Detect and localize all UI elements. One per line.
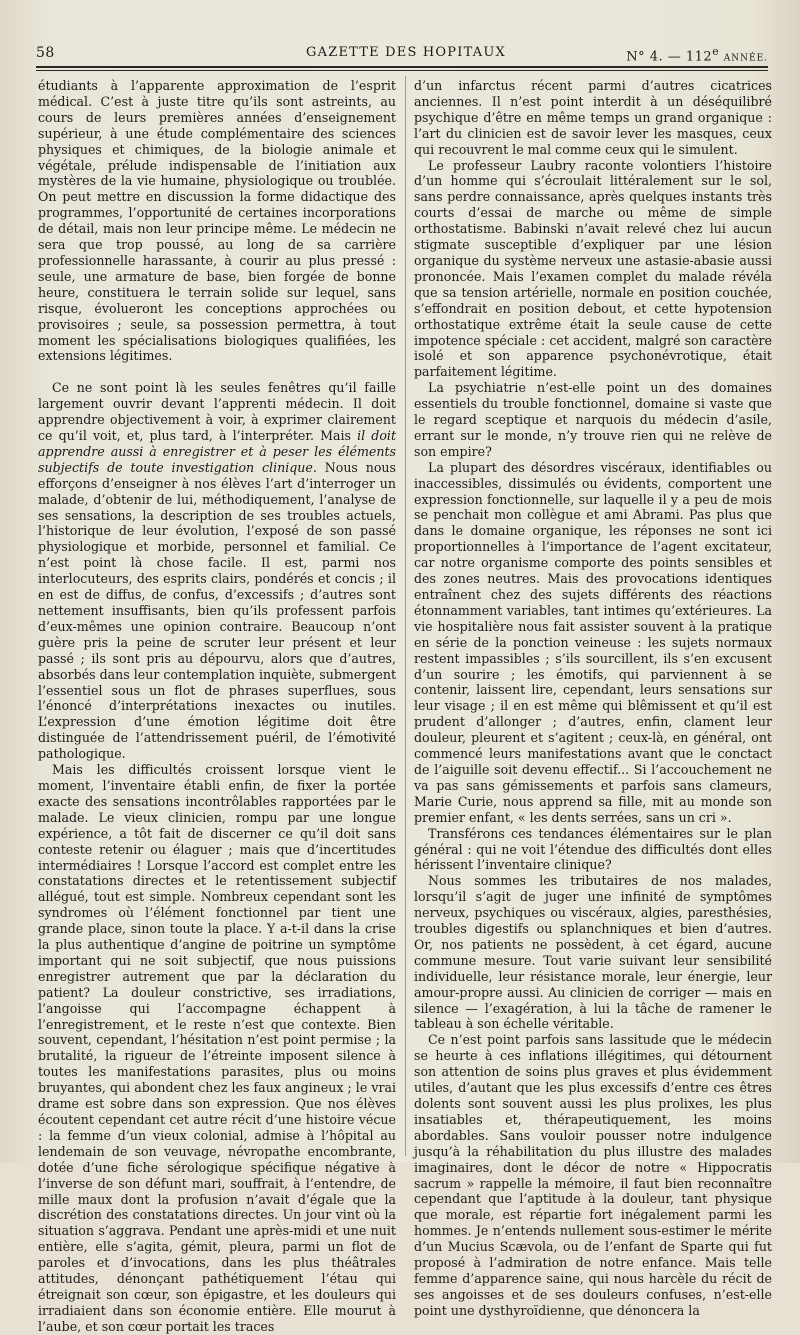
paragraph: Le professeur Laubry raconte volontiers l’histoire d’un homme qui s’écroulait littéralement sur le sol, sans perdre connaissance, après quelques instants très courts d’essai de marche ou même de simple orthostatisme. Babinski n’avait relevé chez lui aucun stigmate susceptible d’expliquer par une lésion organique du système nerveux une astasie-abasie aussi prononcée. Mais l’examen complet du malade révéla que sa tension artérielle, normale en position couchée, s’effondrait en position debout, et cette hypotension orthostatique extrême était la seule cause de cette impotence spéciale : cet accident, malgré son caractère isolé et son apparence psychonévrotique, était parfaitement légitime. (414, 157, 772, 380)
paragraph: étudiants à l’apparente approximation de l’esprit médical. C’est à juste titre qu’ils sont astreints, au cours de leurs premières années d’enseignement supérieur, à une étude complémentaire des sciences physiques et chimiques, de la biologie animale et végétale, prélude indispensable de l’initiation aux mystères de la vie humaine, physiologique ou troublée. On peut mettre en discussion la forme didactique des programmes, l’opportunité de certaines incorporations de détail, mais non leur principe même. Le médecin ne sera que trop poussé, au long de sa carrière professionnelle harassante, à courir au plus pressé : seule, une armature de base, bien forgée de bonne heure, constituera le terrain solide sur lequel, sans risque, évolueront les conceptions approchées ou provisoires ; seule, sa possession permettra, à tout moment les spécialisations biologiques qualifiées, les extensions légitimes. (38, 78, 396, 364)
page-number: 58 (36, 45, 55, 61)
left-column (38, 78, 396, 1335)
emphasis-text: il doit apprendre aussi à enregistrer et à peser les éléments subjectifs de toute investigation clinique. (38, 428, 397, 475)
issue-year-label: ANNÉE. (723, 53, 768, 64)
header-rule-thin (36, 70, 768, 71)
issue-number: N° 4. — 112 (626, 49, 713, 65)
paragraph: Mais les difficultés croissent lorsque vient le moment, l’inventaire établi enfin, de fixer la portée exacte des sensations incontrôlables rapportées par le malade. Le vieux clinicien, rompu par une longue expérience, a tôt fait de discerner ce qu’il doit sans conteste retenir ou élaguer ; mais que d’incertitudes intermédiaires ! Lorsque l’accord est complet entre les constatations directes et le retentissement subjectif allégué, tout est simple. Nombreux cependant sont les syndromes où l’élément fonctionnel par tient une grande place, sinon toute la place. Y a-t-il dans la crise la plus authentique d’angine de poitrine un symptôme important qui ne soit subjectif, que nous puissions enregistrer autrement que par la déclaration du patient? La douleur constrictive, ses irradiations, l’angoisse qui l’accompagne échappent à l’enregistrement, et le reste n’est que contexte. Bien souvent, cependant, l’hésitation n’est point permise ; la brutalité, la rigueur de l’étreinte imposent silence à toutes les manifestations parasites, plus ou moins bruyantes, qui abondent chez les faux angineux ; le vrai drame est sobre dans son expression. Que nos élèves écoutent cependant cet autre récit d’une histoire vécue : la femme d’un vieux colonial, admise à l’hôpital au lendemain de son veuvage, névropathe encombrante, dotée d’une fiche sérologique spécifique négative à l’inverse de son défunt mari, souffrait, à l’entendre, de mille maux dont la profusion n’avait d’égale que la discrétion des constatations directes. Un jour vint où la situation s’aggrava. Pendant une après-midi et une nuit entière, elle s’agita, gémit, pleura, parmi un flot de paroles et d’invocations, dans les plus théâtrales attitudes, dénonçant pathétiquement l’étau qui étreignait son cœur, son épigastre, et les douleurs qui irradiaient dans son économie entière. Elle mourut à l’aube, et son cœur portait les traces (38, 762, 396, 1334)
paragraph: Nous sommes les tributaires de nos malades, lorsqu’il s’agit de juger une infinité de symptômes nerveux, psychiques ou viscéraux, algies, paresthésies, troubles digestifs ou splanchniques et bien d’autres. Or, nos patients ne possèdent, à cet égard, aucune commune mesure. Tout varie suivant leur sensibilité individuelle, leur résistance morale, leur énergie, leur amour-propre aussi. Au clinicien de corriger — mais en silence — l’exagération, à lui la tâche de ramener le tableau à son échelle véritable. (414, 873, 772, 1032)
paragraph-text: Ce ne sont point là les seules fenêtres qu’il faille largement ouvrir devant l’apprenti médecin. Il doit apprendre objectivement à voir, à exprimer clairement ce qu’il voit, et, plus tard, à l’interpréter. Mais (38, 380, 396, 444)
paragraph: Transférons ces tendances élémentaires sur le plan général : qui ne voit l’étendue des difficultés dont elles hérissent l’inventaire clinique? (414, 825, 772, 873)
paragraph: Ce n’est point parfois sans lassitude que le médecin se heurte à ces inflations illégitimes, qui détournent son attention de soins plus graves et plus évidemment utiles, d’autant que les plus excessifs d’entre ces êtres dolents sont souvent aussi les plus prolixes, les plus insatiables et, thérapeutiquement, les moins abordables. Sans vouloir pousser notre indulgence jusqu’à la réhabilitation du plus illustre des malades imaginaires, dont le décor de notre « Hippocratis sacrum » rappelle la mémoire, il faut bien reconnaître cependant que l’aptitude à la douleur, tant physique que morale, est répartie fort inégalement parmi les hommes. Je n’entends nullement sous-estimer le mérite d’un Mucius Scævola, ou de l’enfant de Sparte qui fut proposé à l’admiration de notre enfance. Mais telle femme d’apparence saine, qui nous harcèle du récit de ses angoisses et de ses douleurs confuses, n’est-elle point une dysthyroïdienne, que dénoncera la (414, 1032, 772, 1318)
column-divider (405, 76, 406, 1156)
header-rule-thick (36, 66, 768, 68)
paragraph-text: Nous nous efforçons d’enseigner à nos élèves l’art d’interroger un malade, d’obtenir de lui, méthodiquement, l’analyse de ses sensations, la description de ses troubles actuels, l’historique de leur évolution, l’exposé de son passé physiologique et morbide, personnel et familial. Ce n’est point là chose facile. Il est, parmi nos interlocuteurs, des esprits clairs, pondérés et concis ; il en est de diffus, de confus, d’excessifs ; d’autres sont nettement insuffisants, bien qu’ils professent parfois d’eux-mêmes une opinion contraire. Beaucoup n’ont guère pris la peine de scruter leur présent et leur passé ; ils sont pris au dépourvu, alors que d’autres, absorbés dans leur contemplation inquiète, submergent l’essentiel sous un flot de phrases superflues, sous l’énoncé d’interprétations inexactes ou inutiles. L’expression d’une émotion légitime doit être distinguée de l’attendrissement puéril, de l’émotivité pathologique. (38, 459, 397, 762)
journal-title: GAZETTE DES HOPITAUX (306, 45, 506, 60)
page-header (36, 42, 776, 64)
right-column (414, 78, 772, 1319)
paragraph: d’un infarctus récent parmi d’autres cicatrices anciennes. Il n’est point interdit à un déséquilibré psychique d’être en même temps un grand organique : l’art du clinicien est de savoir lever les masques, ceux qui recouvrent le mal comme ceux qui le simulent. (414, 78, 772, 157)
paragraph: La psychiatrie n’est-elle point un des domaines essentiels du trouble fonctionnel, domaine si vaste que le regard sceptique et narquois du médecin d’asile, errant sur le monde, n’y trouve rien qui ne relève de son empire? (414, 380, 772, 459)
issue-ordinal: e (712, 45, 720, 58)
paragraph: La plupart des désordres viscéraux, identifiables ou inaccessibles, dissimulés ou évidents, comportent une expression fonctionnelle, sur laquelle il y a peu de mois se penchait mon collègue et ami Abrami. Pas plus que dans le domaine organique, les réponses ne sont ici proportionnelles à l’importance de l’agent excitateur, car notre organisme comporte des points sensibles et des zones neutres. Mais des provocations identiques entraînent chez des sujets différents des réactions étonnamment variables, tant intimes qu’extérieures. La vie hospitalière nous fait assister souvent à la pratique en série de la ponction veineuse : les sujets normaux restent impassibles ; s’ils sourcillent, ils s’en excusent d’un sourire ; les émotifs, qui parviennent à se contenir, laissent lire, cependant, leurs sensations sur leur visage ; il en est même qui blêmissent et qu’il est prudent d’allonger ; d’autres, enfin, clament leur douleur, pleurent et s’agitent ; ceux-là, en général, ont commencé leurs manifestations avant que le conctact de l’aiguille soit devenu effectif... Si l’accouchement ne va pas sans gémissements et parfois sans clameurs, Marie Curie, nous apprend sa fille, mit au monde son premier enfant, « les dents serrées, sans un cri ». (414, 459, 772, 825)
issue-info (626, 45, 768, 64)
paragraph (38, 380, 396, 762)
